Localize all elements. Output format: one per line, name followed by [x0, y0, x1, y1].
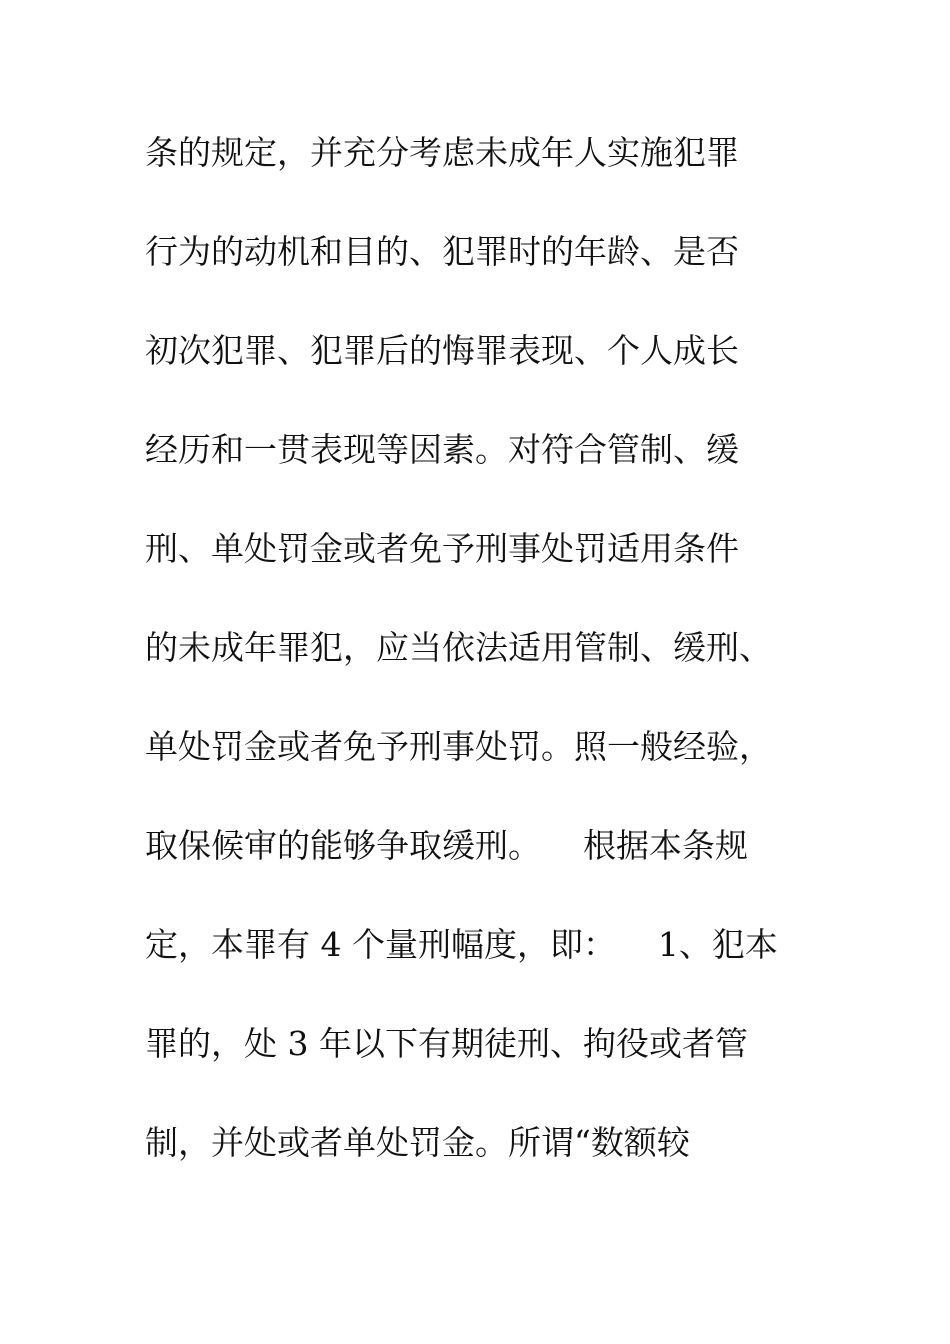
text-line: 初次犯罪、犯罪后的悔罪表现、个人成长: [145, 331, 739, 370]
text-line: 定，本罪有 4 个量刑幅度，即： 1、犯本: [145, 925, 778, 964]
text-line: 取保候审的能够争取缓刑。 根据本条规: [145, 826, 748, 865]
text-line: 罪的，处 3 年以下有期徒刑、拘役或者管: [145, 1024, 748, 1063]
text-line: 单处罚金或者免予刑事处罚。照一般经验，: [145, 727, 772, 766]
text-line: 刑、单处罚金或者免予刑事处罚适用条件: [145, 529, 739, 568]
document-body: [145, 125, 845, 1214]
text-line: 的未成年罪犯，应当依法适用管制、缓刑、: [145, 628, 772, 667]
text-line: 经历和一贯表现等因素。对符合管制、缓: [145, 430, 739, 469]
text-line: 行为的动机和目的、犯罪时的年龄、是否: [145, 232, 739, 271]
text-line: 条的规定，并充分考虑未成年人实施犯罪: [145, 133, 739, 172]
text-line: 制，并处或者单处罚金。所谓“数额较: [145, 1123, 690, 1162]
